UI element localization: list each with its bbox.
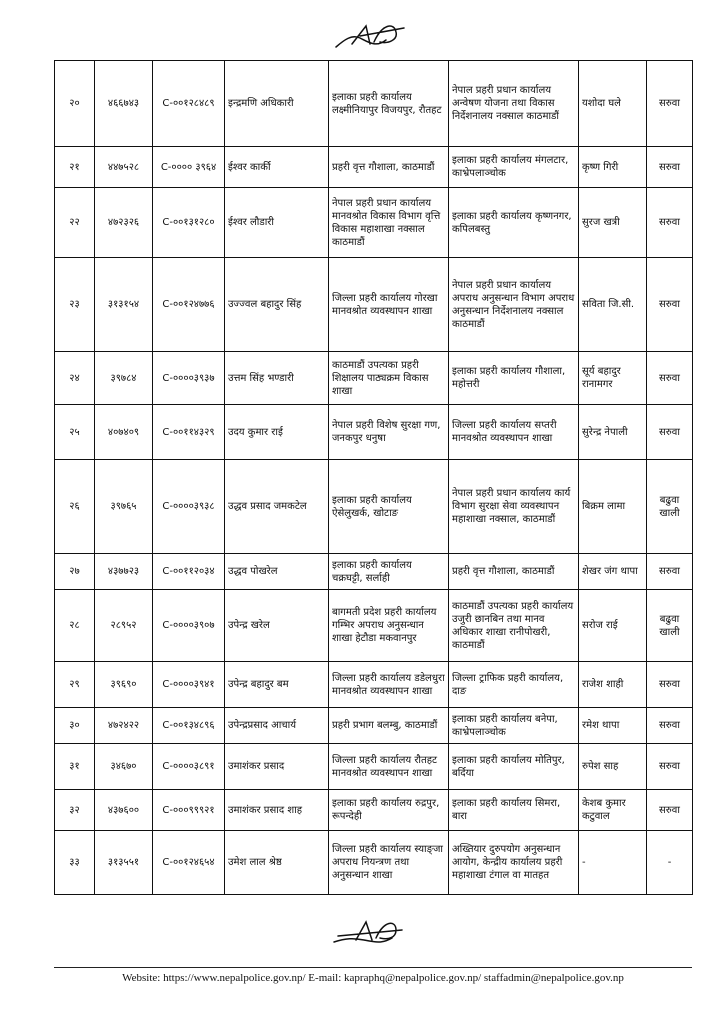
name-cell: ईश्वर कार्की — [225, 147, 329, 188]
remark-cell: सरुवा — [647, 662, 693, 708]
table-row — [55, 258, 693, 352]
new-office-cell: अख्तियार दुरुपयोग अनुसन्धान आयोग, केन्द्रीय कार्यालय प्रहरी महाशाखा टंगाल वा मातहत — [449, 831, 579, 895]
remark-cell: सरुवा — [647, 790, 693, 831]
new-office-cell: इलाका प्रहरी कार्यालय कृष्णनगर, कपिलबस्तु — [449, 188, 579, 258]
remark-cell: सरुवा — [647, 147, 693, 188]
name-cell: उपेन्द्र खरेल — [225, 590, 329, 662]
current-office-cell: जिल्ला प्रहरी कार्यालय रौतहट मानवश्रोत व्यवस्थापन शाखा — [329, 744, 449, 790]
employee-id-cell: ४४७५२८ — [95, 147, 153, 188]
employee-id-cell: ३९६९० — [95, 662, 153, 708]
name-cell: उत्तम सिंह भण्डारी — [225, 352, 329, 405]
code-cell: C-००००३९३८ — [153, 460, 225, 554]
replacement-cell: राजेश शाही — [579, 662, 647, 708]
new-office-cell: नेपाल प्रहरी प्रधान कार्यालय कार्य विभाग सुरक्षा सेवा व्यवस्थापन महाशाखा नक्साल, काठमाडौं — [449, 460, 579, 554]
employee-id-cell: ४०७४०९ — [95, 405, 153, 460]
serial-cell: ३२ — [55, 790, 95, 831]
replacement-cell: रमेश थापा — [579, 708, 647, 744]
code-cell: C-००१३१२८० — [153, 188, 225, 258]
new-office-cell: जिल्ला प्रहरी कार्यालय सप्तरी मानवश्रोत व्यवस्थापन शाखा — [449, 405, 579, 460]
remark-cell: सरुवा — [647, 352, 693, 405]
current-office-cell: इलाका प्रहरी कार्यालय ऐसेलुखर्क, खोटाङ — [329, 460, 449, 554]
current-office-cell: इलाका प्रहरी कार्यालय रुद्रपुर, रूपन्देही — [329, 790, 449, 831]
table-row — [55, 61, 693, 147]
current-office-cell: जिल्ला प्रहरी कार्यालय डडेलधुरा मानवश्रोत व्यवस्थापन शाखा — [329, 662, 449, 708]
new-office-cell: नेपाल प्रहरी प्रधान कार्यालय अपराध अनुसन्धान विभाग अपराध अनुसन्धान निर्देशनालय नक्साल काठमाडौं — [449, 258, 579, 352]
serial-cell: २६ — [55, 460, 95, 554]
name-cell: इन्द्रमणि अधिकारी — [225, 61, 329, 147]
replacement-cell: यशोदा घले — [579, 61, 647, 147]
table-row — [55, 188, 693, 258]
code-cell: C-००००३९३७ — [153, 352, 225, 405]
code-cell: C-००००३८९१ — [153, 744, 225, 790]
table-row — [55, 790, 693, 831]
current-office-cell: काठमाडौं उपत्यका प्रहरी शिक्षालय पाठ्यक्रम विकास शाखा — [329, 352, 449, 405]
table-row — [55, 460, 693, 554]
code-cell: C-००११४३२९ — [153, 405, 225, 460]
employee-id-cell: ४३७६०० — [95, 790, 153, 831]
code-cell: C-०००९९९२१ — [153, 790, 225, 831]
replacement-cell: बिक्रम लामा — [579, 460, 647, 554]
current-office-cell: प्रहरी वृत्त गौशाला, काठमाडौं — [329, 147, 449, 188]
remark-cell: सरुवा — [647, 61, 693, 147]
code-cell: C-००१२४७७६ — [153, 258, 225, 352]
new-office-cell: इलाका प्रहरी कार्यालय मोतिपुर, बर्दिया — [449, 744, 579, 790]
new-office-cell: काठमाडौं उपत्यका प्रहरी कार्यालय उजुरी छानबिन तथा मानव अधिकार शाखा रानीपोखरी, काठमाडौं — [449, 590, 579, 662]
replacement-cell: शेखर जंग थापा — [579, 554, 647, 590]
employee-id-cell: ४३७७२३ — [95, 554, 153, 590]
table-row — [55, 831, 693, 895]
employee-id-cell: ३४६७० — [95, 744, 153, 790]
name-cell: उदय कुमार राई — [225, 405, 329, 460]
remark-cell: सरुवा — [647, 708, 693, 744]
table-row — [55, 147, 693, 188]
name-cell: उमेश लाल श्रेष्ठ — [225, 831, 329, 895]
remark-cell: सरुवा — [647, 188, 693, 258]
new-office-cell: नेपाल प्रहरी प्रधान कार्यालय अन्वेषण योजना तथा विकास निर्देशनालय नक्साल काठमाडौं — [449, 61, 579, 147]
replacement-cell: केशब कुमार कटुवाल — [579, 790, 647, 831]
name-cell: उपेन्द्रप्रसाद आचार्य — [225, 708, 329, 744]
replacement-cell: सुरेन्द्र नेपाली — [579, 405, 647, 460]
serial-cell: २३ — [55, 258, 95, 352]
employee-id-cell: ४७२३२६ — [95, 188, 153, 258]
table-row — [55, 708, 693, 744]
serial-cell: २५ — [55, 405, 95, 460]
serial-cell: ३० — [55, 708, 95, 744]
serial-cell: २० — [55, 61, 95, 147]
current-office-cell: इलाका प्रहरी कार्यालय लक्ष्मीनियापुर विजयपुर, रौतहट — [329, 61, 449, 147]
footer-divider — [54, 967, 692, 968]
new-office-cell: प्रहरी वृत्त गौशाला, काठमाडौं — [449, 554, 579, 590]
table-row — [55, 352, 693, 405]
code-cell: C-०००० ३९६४ — [153, 147, 225, 188]
serial-cell: २९ — [55, 662, 95, 708]
replacement-cell: सूर्य बहादुर रानामगर — [579, 352, 647, 405]
signature-bottom — [330, 912, 410, 952]
new-office-cell: इलाका प्रहरी कार्यालय गौशाला, महोत्तरी — [449, 352, 579, 405]
serial-cell: २७ — [55, 554, 95, 590]
table-row — [55, 405, 693, 460]
name-cell: ईश्वर लौडारी — [225, 188, 329, 258]
current-office-cell: नेपाल प्रहरी विशेष सुरक्षा गण, जनकपुर धनुषा — [329, 405, 449, 460]
employee-id-cell: ३१३५५१ — [95, 831, 153, 895]
serial-cell: २१ — [55, 147, 95, 188]
code-cell: C-००१२८४८९ — [153, 61, 225, 147]
remark-cell: सरुवा — [647, 744, 693, 790]
current-office-cell: प्रहरी प्रभाग बलम्बु, काठमाडौं — [329, 708, 449, 744]
code-cell: C-००००३९०७ — [153, 590, 225, 662]
serial-cell: २४ — [55, 352, 95, 405]
serial-cell: २८ — [55, 590, 95, 662]
replacement-cell: कृष्ण गिरी — [579, 147, 647, 188]
new-office-cell: इलाका प्रहरी कार्यालय मंगलटार, काभ्रेपलाञ्चोक — [449, 147, 579, 188]
serial-cell: २२ — [55, 188, 95, 258]
employee-id-cell: ३९७६५ — [95, 460, 153, 554]
remark-cell: बढुवा खाली — [647, 460, 693, 554]
current-office-cell: जिल्ला प्रहरी कार्यालय स्याङ्जा अपराध नियन्त्रण तथा अनुसन्धान शाखा — [329, 831, 449, 895]
remark-cell: सरुवा — [647, 405, 693, 460]
replacement-cell: सविता जि.सी. — [579, 258, 647, 352]
table-row — [55, 554, 693, 590]
signature-top — [330, 14, 410, 54]
employee-id-cell: ३१३१५४ — [95, 258, 153, 352]
transfer-table — [54, 60, 693, 895]
employee-id-cell: २८९५२ — [95, 590, 153, 662]
table-row — [55, 662, 693, 708]
serial-cell: ३३ — [55, 831, 95, 895]
employee-id-cell: ३९७८४ — [95, 352, 153, 405]
code-cell: C-००११२०३४ — [153, 554, 225, 590]
new-office-cell: जिल्ला ट्राफिक प्रहरी कार्यालय, दाङ — [449, 662, 579, 708]
new-office-cell: इलाका प्रहरी कार्यालय बनेपा, काभ्रेपलाञ्चोक — [449, 708, 579, 744]
serial-cell: ३१ — [55, 744, 95, 790]
name-cell: उज्ज्वल बहादुर सिंह — [225, 258, 329, 352]
name-cell: उमाशंकर प्रसाद — [225, 744, 329, 790]
current-office-cell: इलाका प्रहरी कार्यालय चक्रघट्टी, सर्लाही — [329, 554, 449, 590]
remark-cell: - — [647, 831, 693, 895]
current-office-cell: जिल्ला प्रहरी कार्यालय गोरखा मानवश्रोत व्यवस्थापन शाखा — [329, 258, 449, 352]
replacement-cell: सरोज राई — [579, 590, 647, 662]
remark-cell: बढुवा खाली — [647, 590, 693, 662]
code-cell: C-००१३४८९६ — [153, 708, 225, 744]
new-office-cell: इलाका प्रहरी कार्यालय सिमरा, बारा — [449, 790, 579, 831]
replacement-cell: सुरज खत्री — [579, 188, 647, 258]
current-office-cell: नेपाल प्रहरी प्रधान कार्यालय मानवश्रोत विकास विभाग वृत्ति विकास महाशाखा नक्साल काठमाडौं — [329, 188, 449, 258]
table-row — [55, 744, 693, 790]
replacement-cell: - — [579, 831, 647, 895]
code-cell: C-००००३९४१ — [153, 662, 225, 708]
name-cell: उपेन्द्र बहादुर बम — [225, 662, 329, 708]
current-office-cell: बागमती प्रदेश प्रहरी कार्यालय गम्भिर अपराध अनुसन्धान शाखा हेटौडा मकवानपुर — [329, 590, 449, 662]
employee-id-cell: ४७२४२२ — [95, 708, 153, 744]
remark-cell: सरुवा — [647, 258, 693, 352]
name-cell: उमाशंकर प्रसाद शाह — [225, 790, 329, 831]
name-cell: उद्धव प्रसाद जमकटेल — [225, 460, 329, 554]
name-cell: उद्धव पोखरेल — [225, 554, 329, 590]
footer-contact: Website: https://www.nepalpolice.gov.np/ E-mail: kapraphq@nepalpolice.gov.np/ staffadmin@nepalpolice.gov.np — [122, 972, 624, 984]
replacement-cell: रुपेश साह — [579, 744, 647, 790]
table-row — [55, 590, 693, 662]
remark-cell: सरुवा — [647, 554, 693, 590]
employee-id-cell: ४६६७४३ — [95, 61, 153, 147]
code-cell: C-००१२४६५४ — [153, 831, 225, 895]
